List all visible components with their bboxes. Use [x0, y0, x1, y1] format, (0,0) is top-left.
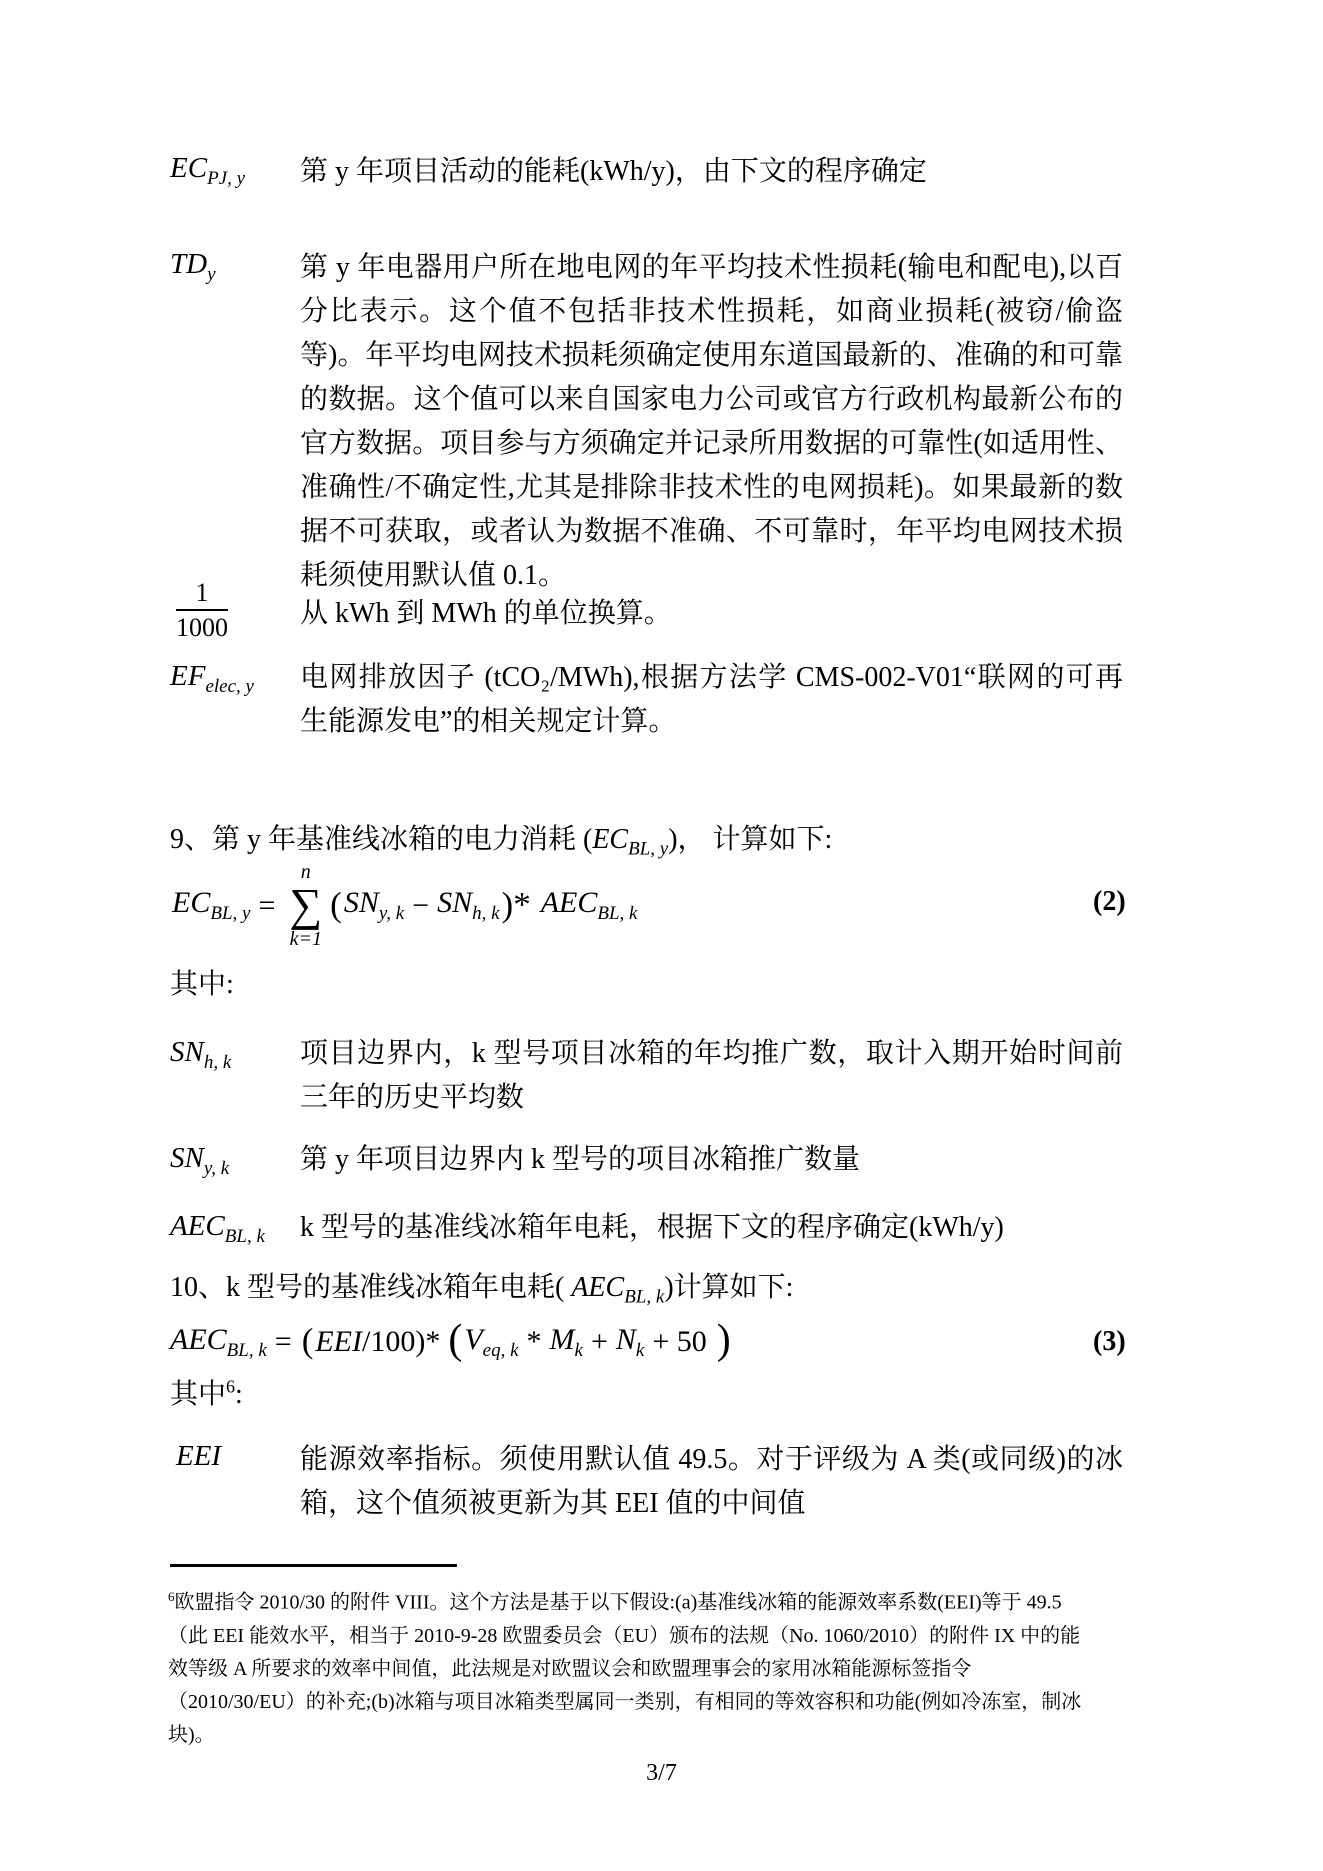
footnote-reference-6: 6: [226, 1376, 236, 1397]
equation-3: [170, 1318, 733, 1366]
summation: [289, 862, 322, 949]
term-ef-elec-y: [170, 660, 254, 698]
definition-text-sn-h-k: 项目边界内，k 型号项目冰箱的年均推广数，取计入期开始时间前三年的历史平均数: [300, 1038, 1123, 1113]
term-subscript: elec, y: [205, 675, 254, 697]
paragraph-10: [170, 1266, 793, 1320]
math-subscript: BL, y: [628, 838, 669, 860]
math-base: M: [549, 1322, 575, 1356]
footnote-separator: [170, 1564, 457, 1567]
sum-lower-limit: k=1: [289, 928, 322, 951]
inline-math-ec-bl-y: [592, 824, 669, 860]
definition-text-sn-y-k: 第 y 年项目边界内 k 型号的项目冰箱推广数量: [300, 1144, 861, 1175]
math-base: N: [615, 1322, 636, 1356]
eq2-term1: [344, 886, 404, 925]
math-subscript: eq, k: [482, 1339, 519, 1361]
term-subscript: y: [207, 263, 216, 285]
eq2-term2: [437, 886, 499, 925]
term-subscript: BL, k: [224, 1225, 265, 1247]
math-subscript: k: [574, 1339, 583, 1361]
paragraph-10-prefix: 10、k 型号的基准线冰箱年电耗(: [170, 1272, 572, 1303]
term-base: TD: [170, 248, 208, 280]
math-subscript: BL, k: [226, 1339, 267, 1361]
where-label-1: 其中:: [170, 969, 234, 1000]
term-sn-y-k: [170, 1142, 229, 1180]
definition-text-aec-bl-k: k 型号的基准线冰箱年电耗，根据下文的程序确定(kWh/y): [300, 1212, 1004, 1243]
eq2-term3: [541, 886, 638, 925]
big-open-paren: (: [448, 1317, 463, 1363]
math-base: SN: [343, 886, 379, 920]
math-subscript: BL, k: [624, 1286, 665, 1308]
math-base: AEC: [540, 886, 598, 920]
term-base: SN: [170, 1036, 204, 1068]
footnote-marker-6: 6: [168, 1589, 175, 1604]
definition-text-ec-pj-y: 第 y 年项目活动的能耗(kWh/y)，由下文的程序确定: [300, 156, 927, 187]
math-base: EC: [172, 886, 211, 920]
paragraph-9-prefix: 9、第 y 年基准线冰箱的电力消耗 (: [170, 824, 593, 855]
eq3-m-term: [550, 1323, 583, 1362]
big-close-paren: ): [716, 1317, 731, 1363]
page-number: 3/7: [646, 1760, 677, 1786]
definition-text-ef-elec-y: 电网排放因子 (tCO₂/MWh),根据方法学 CMS-002-V01“联网的可再生能源发电”的相关规定计算。: [300, 662, 1123, 737]
where-colon: :: [235, 1379, 243, 1410]
paragraph-9-suffix: )， 计算如下:: [668, 824, 833, 855]
footnote-line: [168, 1580, 1168, 1620]
footnote-line: （此 EEI 能效水平，相当于 2010-9-28 欧盟委员会（EU）颁布的法规（No. 1060/2010）的附件 IX 中的能: [168, 1624, 1081, 1647]
equals-sign: =: [274, 1325, 292, 1358]
term-ec-pj-y: [170, 152, 245, 190]
footnote-text: 欧盟指令 2010/30 的附件 VIII。这个方法是基于以下假设:(a)基准线冰箱的能源效率系数(EEI)等于 49.5: [174, 1591, 1062, 1614]
where-label-2: [170, 1372, 243, 1412]
inline-math-aec-bl-k: [571, 1272, 665, 1308]
fraction-denominator: 1000: [176, 613, 228, 642]
eq3-n-term: [616, 1323, 644, 1362]
term-base: SN: [170, 1142, 204, 1174]
term-fraction-1-1000: [176, 578, 228, 643]
term-subscript: y, k: [203, 1157, 230, 1179]
minus-sign: −: [412, 888, 430, 922]
math-base: EC: [592, 824, 629, 855]
math-subscript: BL, k: [597, 903, 638, 925]
eq2-lhs: [172, 886, 250, 925]
math-subscript: BL, y: [210, 903, 251, 925]
where-text: 其中: [170, 1379, 227, 1410]
equation-2: [172, 862, 637, 949]
sum-upper-limit: n: [300, 861, 311, 883]
sum-symbol-icon: ∑: [289, 879, 323, 930]
term-aec-bl-k: [170, 1210, 265, 1248]
footnote-line: 效等级 A 所要求的效率中间值，此法规是对欧盟议会和欧盟理事会的家用冰箱能源标签指令: [168, 1657, 972, 1680]
open-paren: (: [330, 884, 342, 924]
footnote-line: 块)。: [168, 1723, 215, 1746]
definition-text-eei: 能源效率指标。须使用默认值 49.5。对于评级为 A 类(或同级)的冰箱，这个值须被更新为其 EEI 值的中间值: [300, 1444, 1123, 1519]
eq3-v-term: [464, 1323, 518, 1362]
term-subscript: h, k: [203, 1051, 232, 1073]
eq3-lhs: [170, 1323, 267, 1362]
footnote-line: （2010/30/EU）的补充;(b)冰箱与项目冰箱类型属同一类别，有相同的等效容积和功能(例如冷冻室，制冰: [168, 1690, 1082, 1713]
term-base: EF: [170, 660, 206, 692]
term-subscript: PJ, y: [207, 167, 246, 189]
plus-sign: +: [590, 1325, 608, 1358]
paragraph-10-suffix: )计算如下:: [664, 1272, 794, 1303]
definition-text-td-y: 第 y 年电器用户所在地电网的年平均技术性损耗(输电和配电),以百分比表示。这个值不包括非技术性损耗，如商业损耗(被窃/偷盗等)。年平均电网技术损耗须确定使用东道国最新的、准确的和可靠的数据。这个值可以来自国家电力公司或官方行政机构最新公布的官方数据。项目参与方须确定并记录所用数据的可靠性(如适用性、准确性/不确定性,尤其是排除非技术性的电网损耗)。如果最新的数据不可获取，或者认为数据不准确、不可靠时，年平均电网技术损耗须使用默认值 0.1。: [300, 252, 1123, 591]
eq3-div-100: /100)*: [362, 1325, 441, 1358]
fraction-numerator: 1: [176, 578, 228, 611]
open-paren: (: [301, 1321, 314, 1360]
math-base: AEC: [170, 1322, 227, 1356]
term-sn-h-k: [170, 1036, 231, 1074]
close-paren-times: )*: [501, 884, 531, 924]
math-subscript: h, k: [472, 903, 500, 925]
math-subscript: y, k: [378, 903, 405, 925]
times-sign: *: [526, 1325, 542, 1358]
math-subscript: k: [635, 1339, 645, 1361]
term-base: AEC: [170, 1210, 225, 1242]
math-base: AEC: [571, 1272, 625, 1303]
definition-text-unit-conversion: 从 kWh 到 MWh 的单位换算。: [300, 598, 672, 629]
term-base: EC: [170, 152, 208, 184]
math-base: V: [464, 1322, 483, 1356]
equals-sign: =: [258, 888, 276, 922]
eq3-eei: EEI: [315, 1325, 362, 1358]
term-td-y: [170, 248, 216, 286]
math-base: SN: [437, 886, 473, 920]
equation-3-number: (3): [1093, 1326, 1126, 1357]
footnote: [168, 1580, 1168, 1752]
equation-2-number: (2): [1093, 886, 1126, 917]
term-eei: EEI: [176, 1440, 222, 1472]
plus-50: + 50: [652, 1325, 707, 1358]
